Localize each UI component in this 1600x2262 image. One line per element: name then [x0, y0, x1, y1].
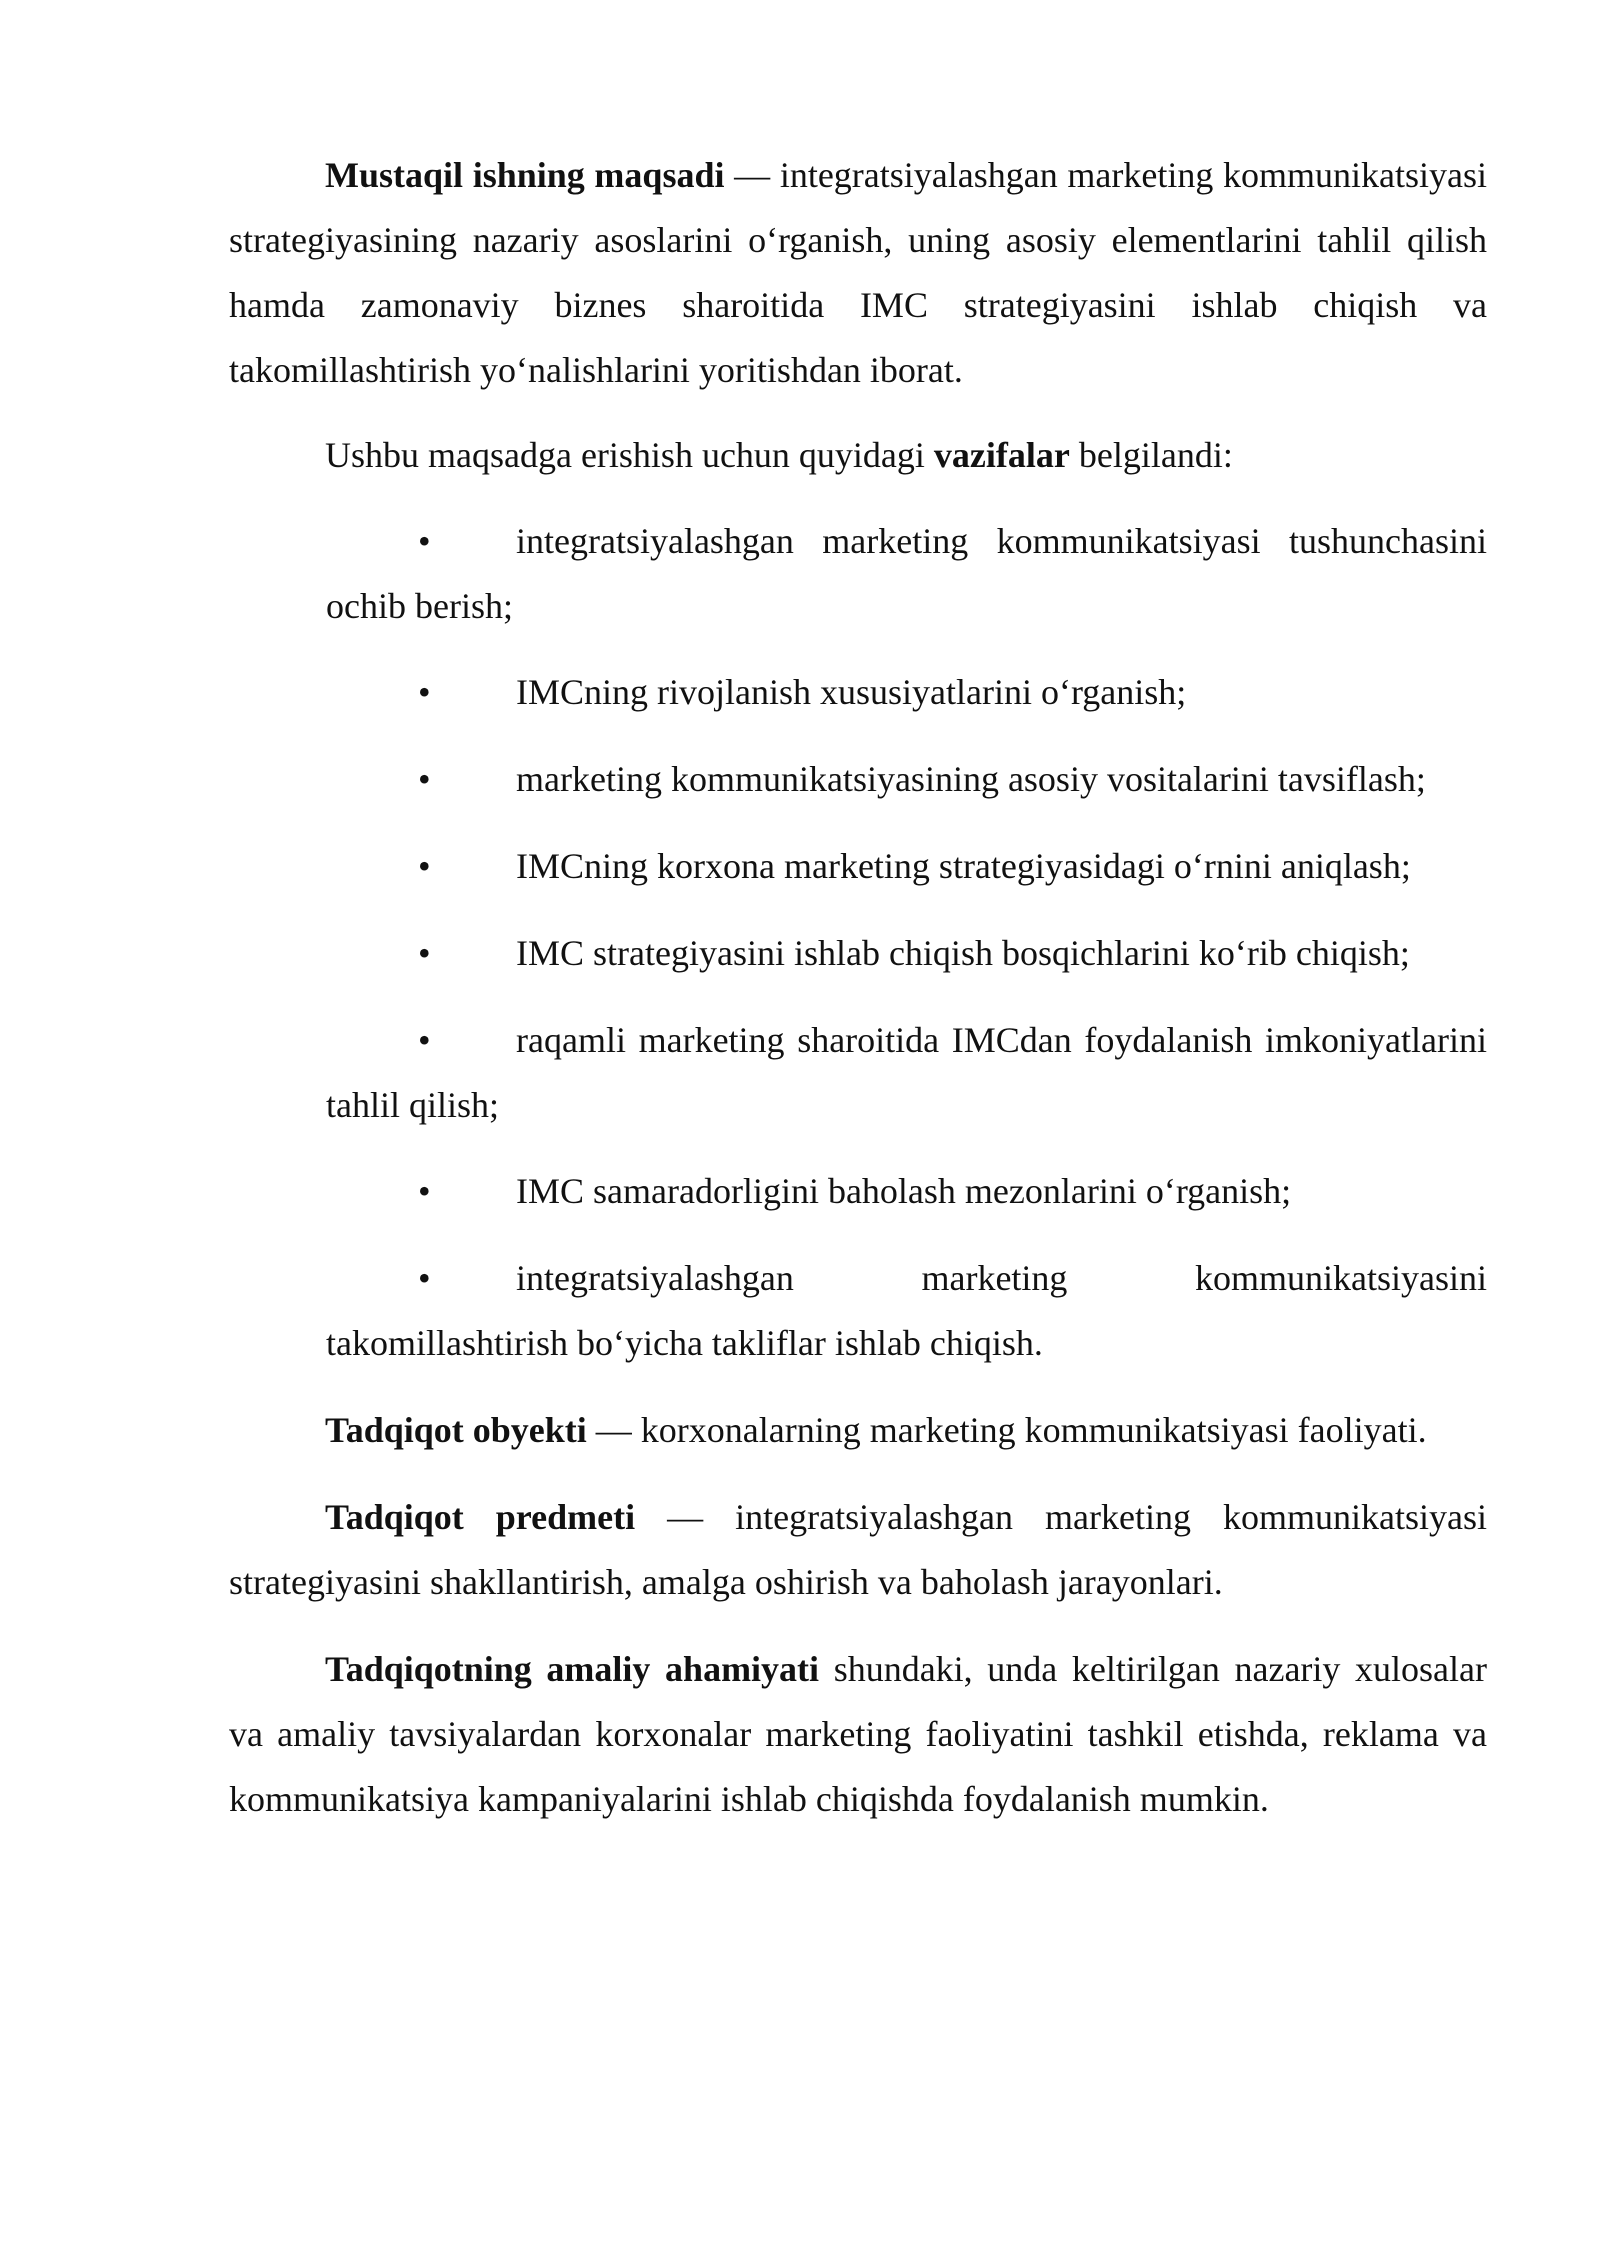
task-text: IMC strategiyasini ishlab chiqish bosqichlarini ko‘rib chiqish;	[516, 933, 1410, 973]
practical-text: shundaki, unda keltirilgan nazariy xulosalar va amaliy tavsiyalardan korxonalar marketing faoliyatini tashkil etishda, reklama va kommunikatsiya kampaniyalarini ishlab chiqishda foydalanish mumkin.	[229, 1649, 1487, 1819]
task-text: IMC samaradorligini baholash mezonlarini o‘rganish;	[516, 1171, 1292, 1211]
tasks-intro-paragraph	[229, 423, 1487, 488]
object-paragraph	[229, 1398, 1487, 1463]
tasks-intro-post: belgilandi:	[1069, 435, 1233, 475]
task-text: IMCning korxona marketing strategiyasidagi o‘rnini aniqlash;	[516, 846, 1411, 886]
bullet-icon: •	[418, 1020, 431, 1060]
practical-paragraph	[229, 1637, 1487, 1832]
bullet-icon: •	[418, 933, 431, 973]
bullet-icon: •	[418, 1171, 431, 1211]
task-text: marketing kommunikatsiyasining asosiy vositalarini tavsiflash;	[516, 759, 1426, 799]
bullet-icon: •	[418, 1258, 431, 1298]
task-text: integratsiyalashgan marketing kommunikatsiyasi tushunchasini ochib berish;	[326, 521, 1487, 626]
task-text: raqamli marketing sharoitida IMCdan foydalanish imkoniyatlarini tahlil qilish;	[326, 1020, 1487, 1125]
tasks-intro-pre: Ushbu maqsadga erishish uchun quyidagi	[325, 435, 934, 475]
subject-text: — integratsiyalashgan marketing kommunikatsiyasi strategiyasini shakllantirish, amalga oshirish va baholash jarayonlari.	[229, 1497, 1487, 1602]
object-heading: Tadqiqot obyekti	[325, 1410, 587, 1450]
tasks-intro-bold: vazifalar	[933, 435, 1070, 475]
goal-paragraph	[229, 143, 1487, 403]
bullet-icon: •	[418, 846, 431, 886]
bullet-icon: •	[418, 672, 431, 712]
task-text: integratsiyalashgan marketing kommunikatsiyasini takomillashtirish bo‘yicha takliflar ishlab chiqish.	[326, 1258, 1487, 1363]
goal-heading: Mustaqil ishning maqsadi	[325, 155, 725, 195]
subject-heading: Tadqiqot predmeti	[325, 1497, 636, 1537]
practical-heading: Tadqiqotning amaliy ahamiyati	[325, 1649, 820, 1689]
task-text: IMCning rivojlanish xususiyatlarini o‘rganish;	[516, 672, 1187, 712]
bullet-icon: •	[418, 521, 431, 561]
goal-text: — integratsiyalashgan marketing kommunikatsiyasi strategiyasining nazariy asoslarini o‘rganish, uning asosiy elementlarini tahlil qilish hamda zamonaviy biznes sharoitida IMC strategiyasini ishlab chiqish va takomillashtirish yo‘nalishlarini yoritishdan iborat.	[229, 155, 1487, 390]
bullet-icon: •	[418, 759, 431, 799]
subject-paragraph	[229, 1485, 1487, 1615]
object-text: — korxonalarning marketing kommunikatsiyasi faoliyati.	[586, 1410, 1427, 1450]
